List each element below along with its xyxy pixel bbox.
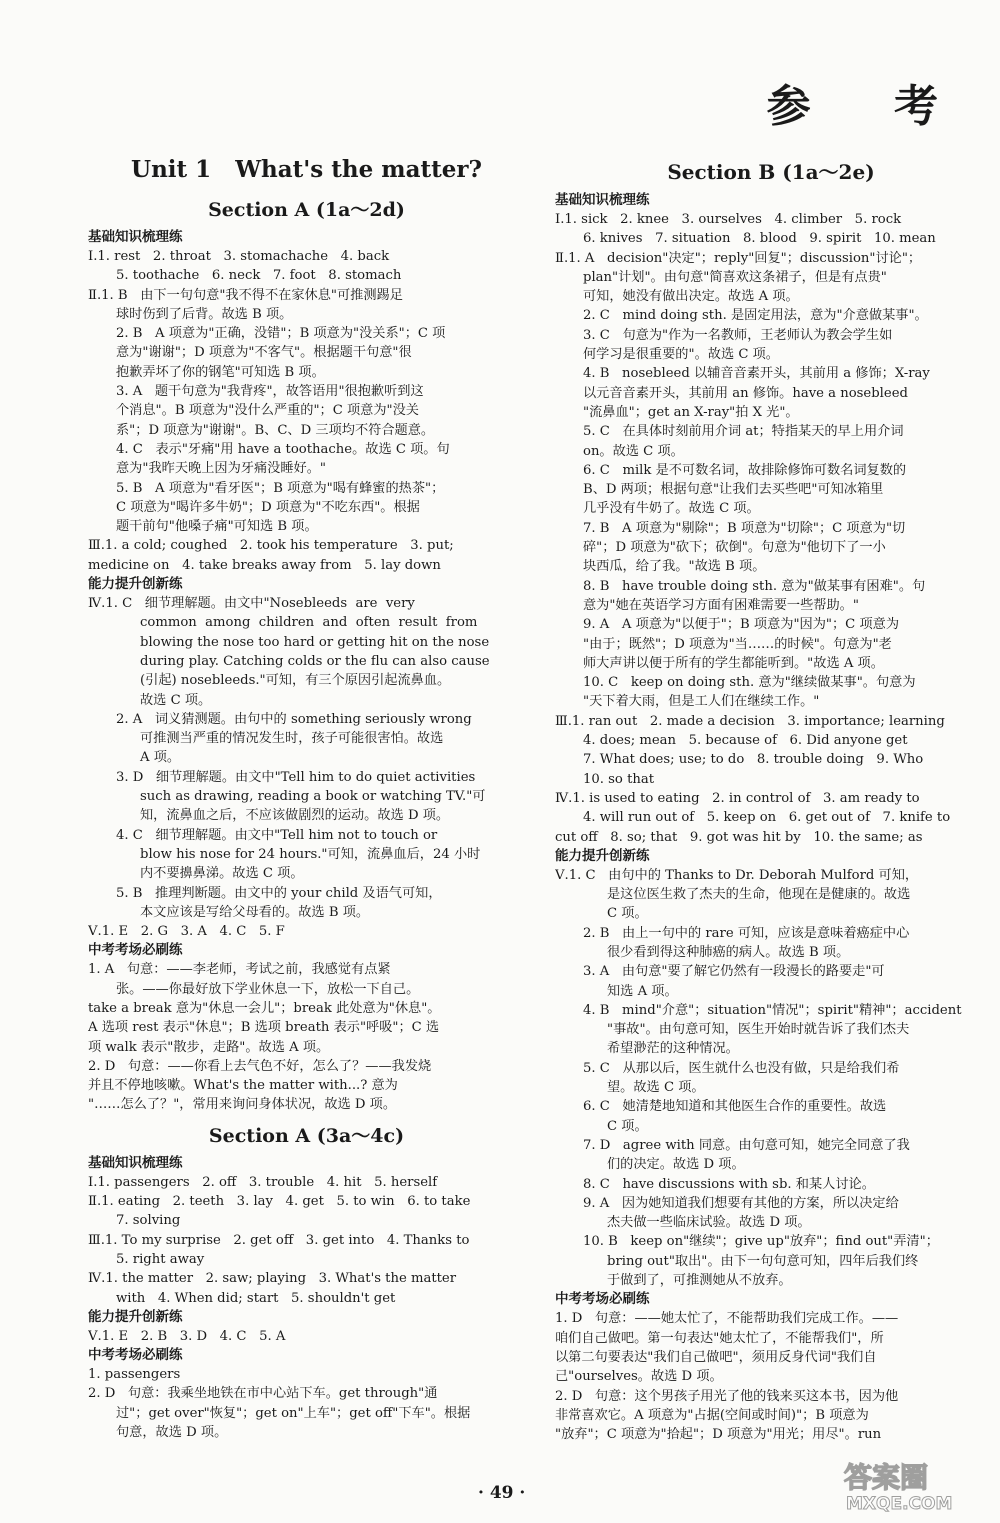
- answer-line: 非常喜欢它。A 项意为"占据(空间或时间)"；B 项意为: [555, 1407, 869, 1423]
- answer-line: 2. D 句意：这个男孩子用光了他的钱来买这本书，因为他: [555, 1388, 899, 1404]
- answer-line: (引起) nosebleeds."可知，有三个原因引起流鼻血。: [140, 673, 451, 689]
- answer-line: 10. C keep on doing sth. 意为"继续做某事"。句意为: [583, 675, 916, 691]
- answer-line: 并且不停地咳嗽。What's the matter with...? 意为: [88, 1078, 398, 1094]
- answer-line: 3. A 题干句意为"我背疼"，故答语用"很抱歉听到这: [116, 384, 424, 400]
- watermark-text: 答案圈: [844, 1461, 929, 1494]
- answer-line: C 项。: [607, 1118, 648, 1134]
- answer-line: "……怎么了？"，常用来询问身体状况，故选 D 项。: [88, 1097, 397, 1113]
- answer-line: A 项。: [140, 750, 181, 766]
- answer-line: 4. B mind"介意"；situation"情况"；spirit"精神"；accident: [583, 1002, 962, 1018]
- answer-line: 个消息"。B 项意为"没什么严重的"；C 项意为"没关: [116, 403, 419, 419]
- answer-line: "由于；既然"；D 项意为"当……的时候"。句意为"老: [583, 636, 892, 652]
- answer-line: 于做到了，可推测她从不放弃。: [607, 1273, 792, 1289]
- answer-line: 4. will run out of 5. keep on 6. get out of 7. knife to: [583, 810, 951, 826]
- ability-practice-heading: 能力提升创新练: [88, 1308, 183, 1325]
- answer-line: B、D 两项；根据句意"让我们去买些吧"可知冰箱里: [583, 482, 884, 498]
- answer-line: Ⅴ.1. E 2. B 3. D 4. C 5. A: [88, 1328, 286, 1344]
- answer-line: 意为"谢谢"；D 项意为"不客气"。根据题干句意"很: [116, 345, 412, 361]
- answer-line: 杰夫做一些临床试验。故选 D 项。: [607, 1215, 811, 1231]
- answer-line: "流鼻血"；get an X-ray"拍 X 光"。: [583, 404, 799, 420]
- answer-line: 10. B keep on"继续"；give up"放弃"；find out"弄清"；: [583, 1234, 939, 1250]
- answer-line: blow his nose for 24 hours."可知，流鼻血后，24 小时: [140, 846, 481, 862]
- answer-line: 1. A 句意：——李老师，考试之前，我感觉有点紧: [88, 962, 391, 978]
- ability-practice-heading: 能力提升创新练: [88, 576, 183, 593]
- answer-line: Ⅳ.1. the matter 2. saw; playing 3. What's the matter: [88, 1271, 457, 1287]
- answer-line: with 4. When did; start 5. shouldn't get: [116, 1290, 396, 1306]
- answer-line: 系"；D 项意为"谢谢"。B、C、D 三项均不符合题意。: [116, 422, 435, 438]
- answer-line: 2. D 句意：我乘坐地铁在市中心站下车。get through"通: [88, 1386, 438, 1402]
- answer-line: 2. C mind doing sth. 是固定用法，意为"介意做某事"。: [583, 308, 928, 324]
- answer-line: 很少看到得这种肺癌的病人。故选 B 项。: [607, 944, 850, 960]
- answer-line: 以元音音素开头，其前用 an 修饰。have a nosebleed: [583, 385, 908, 401]
- answer-line: 知选 A 项。: [607, 983, 678, 999]
- answer-line: medicine on 4. take breaks away from 5. lay down: [88, 557, 441, 573]
- answer-line: C 项。: [607, 906, 648, 922]
- answer-line: "事故"。由句意可知，医生开始时就告诉了我们杰夫: [607, 1022, 910, 1038]
- section-b-title: Section B (1a～2e): [667, 160, 875, 184]
- answer-line: 5. right away: [116, 1251, 205, 1267]
- answer-line: 3. D 细节理解题。由文中"Tell him to do quiet activities: [116, 769, 476, 785]
- answer-line: Ⅲ.1. ran out 2. made a decision 3. importance; learning: [555, 713, 945, 729]
- answer-line: blowing the nose too hard or getting hit on the nose: [140, 634, 490, 650]
- answer-line: 球时伤到了后背。故选 B 项。: [116, 306, 293, 322]
- answer-line: 师大声讲以便于所有的学生都能听到。"故选 A 项。: [583, 655, 884, 671]
- answer-line: C 项意为"喝许多牛奶"；D 项意为"不吃东西"。根据: [116, 499, 420, 515]
- answer-line: 以第二句要表达"我们自己做吧"，须用反身代词"我们自: [555, 1349, 877, 1365]
- answer-line: 4. C 表示"牙痛"用 have a toothache。故选 C 项。句: [116, 441, 450, 457]
- exam-practice-heading: 中考考场必刷练: [555, 1291, 650, 1308]
- basic-practice-heading: 基础知识梳理练: [555, 192, 650, 208]
- answer-line: Ⅴ.1. E 2. G 3. A 4. C 5. F: [88, 924, 285, 940]
- answer-line: Ⅰ.1. sick 2. knee 3. ourselves 4. climber 5. rock: [555, 212, 902, 227]
- answer-line: 抱歉弄坏了你的钢笔"可知选 B 项。: [116, 364, 325, 380]
- answer-line: Ⅰ.1. rest 2. throat 3. stomachache 4. back: [88, 249, 390, 264]
- answer-line: 7. B A 项意为"剔除"；B 项意为"切除"；C 项意为"切: [583, 520, 906, 536]
- answer-line: 6. knives 7. situation 8. blood 9. spirit 10. mean: [583, 231, 936, 247]
- watermark-url: MXQE.COM: [846, 1494, 953, 1514]
- answer-line: Ⅱ.1. A decision"决定"；reply"回复"；discussion"讨论"；: [555, 250, 922, 266]
- answer-line: 意为"她在英语学习方面有困难需要一些帮助。": [583, 597, 859, 613]
- answer-line: plan"计划"。由句意"简喜欢这条裙子，但是有点贵": [583, 269, 887, 285]
- basic-practice-heading: 基础知识梳理练: [88, 229, 183, 245]
- answer-line: 5. B A 项意为"看牙医"；B 项意为"喝有蜂蜜的热茶"；: [116, 480, 445, 496]
- answer-line: 咱们自己做吧。第一句表达"她太忙了，不能帮我们"，所: [555, 1330, 884, 1346]
- answer-line: Ⅲ.1. To my surprise 2. get off 3. get into 4. Thanks to: [88, 1232, 470, 1248]
- basic-practice-heading: 基础知识梳理练: [88, 1154, 183, 1171]
- answer-line: 9. A 因为她知道我们想要有其他的方案，所以决定给: [583, 1195, 899, 1211]
- answer-line: Ⅰ.1. passengers 2. off 3. trouble 4. hit 5. herself: [88, 1174, 438, 1190]
- answer-line: 己"ourselves。故选 D 项。: [555, 1369, 723, 1385]
- answer-line: 5. toothache 6. neck 7. foot 8. stomach: [116, 268, 402, 284]
- answer-line: 望。故选 C 项。: [607, 1080, 705, 1096]
- answer-line: 希望渺茫的这种情况。: [607, 1041, 739, 1057]
- answer-line: 4. does; mean 5. because of 6. Did anyone get: [583, 733, 908, 749]
- answer-line: 知，流鼻血之后，不应该做剧烈的运动。故选 D 项。: [140, 808, 450, 824]
- answer-line: 是这位医生救了杰夫的生命，他现在是健康的。故选: [607, 887, 911, 903]
- answer-line: 过"；get over"恢复"；get on"上车"；get off"下车"。根据: [116, 1405, 471, 1421]
- answer-line: 本文应该是写给父母看的。故选 B 项。: [140, 904, 370, 920]
- answer-line: bring out"取出"。由下一句句意可知，四年后我们终: [607, 1253, 919, 1269]
- answer-line: 几乎没有牛奶了。故选 C 项。: [583, 501, 760, 517]
- answer-line: 1. passengers: [88, 1367, 181, 1383]
- answer-line: 7. solving: [116, 1213, 181, 1229]
- reference-answers-title: 参 考: [766, 81, 972, 132]
- section-a2-title: Section A (3a～4c): [208, 1124, 405, 1147]
- answer-line: 们的决定。故选 D 项。: [607, 1157, 745, 1173]
- answer-line: 8. B have trouble doing sth. 意为"做某事有困难"。句: [583, 578, 926, 594]
- page-number: · 49 ·: [478, 1483, 526, 1503]
- answer-line: 2. B A 项意为"正确，没错"；B 项意为"没关系"；C 项: [116, 326, 446, 342]
- answer-line: "放弃"；C 项意为"拾起"；D 项意为"用光；用尽"。run: [555, 1427, 882, 1443]
- answer-line: Ⅱ.1. eating 2. teeth 3. lay 4. get 5. to win 6. to take: [88, 1194, 471, 1210]
- answer-line: 意为"我昨天晚上因为牙痛没睡好。": [116, 461, 326, 477]
- watermark-logo: [836, 1453, 986, 1515]
- answer-line: 1. D 句意：——她太忙了，不能帮助我们完成工作。——: [555, 1311, 899, 1327]
- answer-line: 句意，故选 D 项。: [116, 1425, 228, 1441]
- exam-practice-heading: 中考考场必刷练: [88, 942, 183, 959]
- answer-line: 10. so that: [583, 771, 655, 787]
- answer-line: 8. C have discussions with sb. 和某人讨论。: [583, 1176, 875, 1192]
- unit-title: Unit 1 What's the matter?: [131, 156, 482, 183]
- answer-line: 块西瓜，给了我。"故选 B 项。: [583, 559, 766, 575]
- answer-line: 2. D 句意：——你看上去气色不好，怎么了？——我发烧: [88, 1058, 432, 1074]
- answer-line: 3. C 句意为"作为一名教师，王老师认为教会学生如: [583, 327, 893, 343]
- answer-line: 7. What does; use; to do 8. trouble doing 9. Who: [583, 752, 924, 768]
- answer-line: "天下着大雨，但是工人们在继续工作。": [583, 694, 820, 710]
- answer-line: 可知，她没有做出决定。故选 A 项。: [583, 289, 799, 305]
- answer-line: on。故选 C 项。: [583, 443, 684, 459]
- answer-line: 何学习是很重要的"。故选 C 项。: [583, 347, 779, 363]
- answer-line: 碎"；D 项意为"砍下；砍倒"。句意为"他切下了一小: [583, 540, 886, 556]
- answer-line: Ⅲ.1. a cold; coughed 2. took his temperature 3. put;: [88, 538, 454, 554]
- answer-line: 5. B 推理判断题。由文中的 your child 及语气可知，: [116, 885, 442, 901]
- answer-line: 4. C 细节理解题。由文中"Tell him not to touch or: [116, 827, 438, 843]
- answer-line: 项 walk 表示"散步，走路"。故选 A 项。: [88, 1039, 330, 1055]
- answer-line: 内不要擤鼻涕。故选 C 项。: [140, 866, 304, 882]
- answer-line: during play. Catching colds or the flu can also cause: [140, 653, 490, 669]
- answer-line: 5. C 在具体时刻前用介词 at；特指某天的早上用介词: [583, 424, 904, 440]
- answer-line: 9. A A 项意为"以便于"；B 项意为"因为"；C 项意为: [583, 617, 900, 633]
- exam-practice-heading: 中考考场必刷练: [88, 1347, 183, 1364]
- answer-line: take a break 意为"休息一会儿"；break 此处意为"休息"。: [88, 1000, 441, 1016]
- answer-line: Ⅴ.1. C 由句中的 Thanks to Dr. Deborah Mulford 可知，: [555, 867, 919, 883]
- answer-line: 可推测当严重的情况发生时，孩子可能很害怕。故选: [140, 731, 444, 747]
- answer-line: 5. C 从那以后，医生就什么也没有做，只是给我们希: [583, 1060, 900, 1076]
- answer-line: A 选项 rest 表示"休息"；B 选项 breath 表示"呼吸"；C 选: [88, 1020, 440, 1036]
- section-a1-title: Section A (1a～2d): [208, 199, 405, 221]
- answer-line: 4. B nosebleed 以辅音音素开头，其前用 a 修饰；X-ray: [583, 366, 930, 382]
- answer-line: 2. B 由上一句中的 rare 可知，应该是意味着癌症中心: [583, 925, 910, 941]
- ability-practice-heading: 能力提升创新练: [555, 847, 650, 864]
- answer-line: 张。——你最好放下学业休息一下，放松一下自己。: [116, 981, 420, 997]
- answer-line: 7. D agree with 同意。由句意可知，她完全同意了我: [583, 1137, 910, 1153]
- answer-line: common among children and often result from: [140, 615, 478, 631]
- answer-line: Ⅱ.1. B 由下一句句意"我不得不在家休息"可推测踢足: [88, 287, 403, 303]
- answer-line: 6. C milk 是不可数名词，故排除修饰可数名词复数的: [583, 462, 907, 478]
- answer-line: 3. A 由句意"要了解它仍然有一段漫长的路要走"可: [583, 964, 885, 980]
- answer-line: Ⅳ.1. C 细节理解题。由文中"Nosebleeds are very: [88, 596, 415, 612]
- answer-line: 题干前句"他嗓子痛"可知选 B 项。: [116, 519, 318, 535]
- right-column: [555, 150, 987, 1444]
- answer-line: 故选 C 项。: [140, 692, 212, 708]
- answer-line: such as drawing, reading a book or watching TV."可: [140, 789, 486, 805]
- answer-line: cut off 8. so; that 9. got was hit by 10. the same; as: [555, 829, 923, 845]
- left-column: [88, 150, 525, 1442]
- answer-line: 6. C 她清楚地知道和其他医生合作的重要性。故选: [583, 1099, 887, 1115]
- answer-line: 2. A 词义猜测题。由句中的 something seriously wrong: [116, 711, 472, 727]
- answer-line: Ⅳ.1. is used to eating 2. in control of 3. am ready to: [555, 790, 920, 806]
